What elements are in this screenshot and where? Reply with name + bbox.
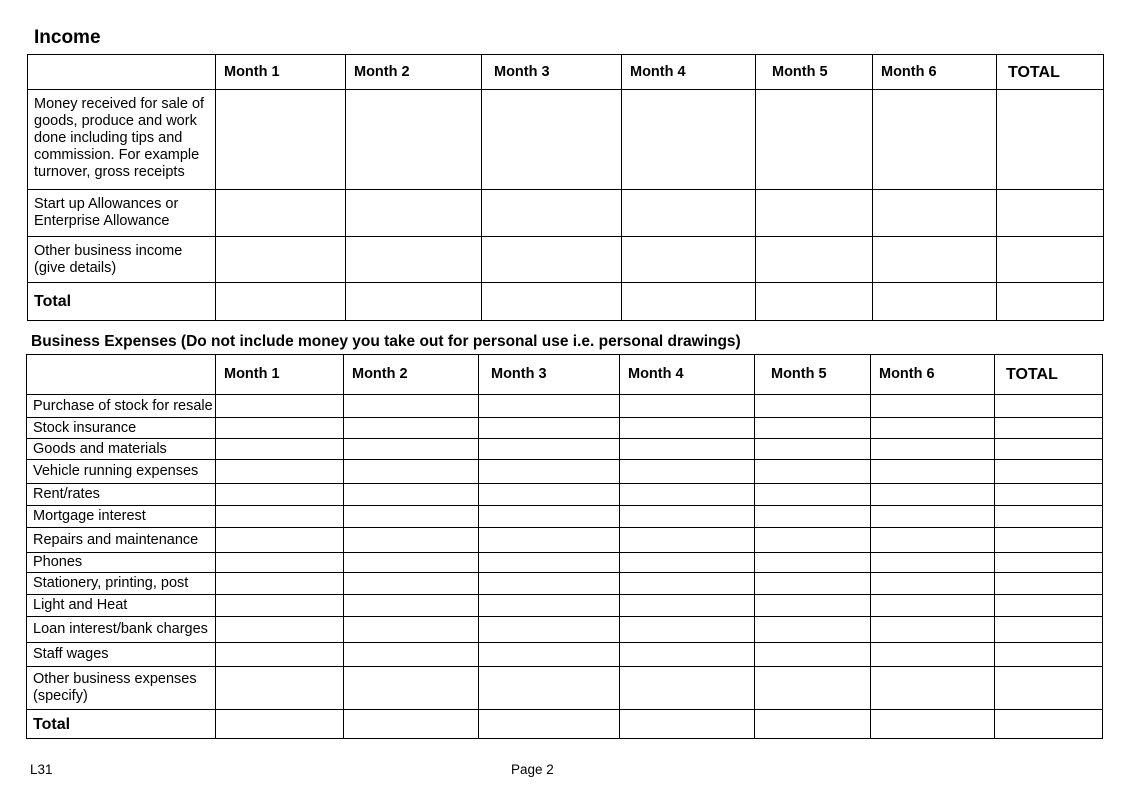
- expenses-cell[interactable]: [995, 460, 1103, 484]
- expenses-row-staff-wages: [27, 643, 1103, 667]
- expenses-cell[interactable]: [620, 460, 755, 484]
- expenses-cell[interactable]: [479, 506, 620, 528]
- expenses-row-label: Stock insurance: [27, 418, 216, 439]
- income-header-month-3: Month 3: [482, 55, 622, 90]
- expenses-cell[interactable]: [479, 595, 620, 617]
- expenses-row-label: Stationery, printing, post: [27, 573, 216, 595]
- expenses-cell[interactable]: [216, 395, 344, 418]
- expenses-cell[interactable]: [995, 617, 1103, 643]
- income-row-label: Start up Allowances or Enterprise Allowance: [28, 190, 216, 237]
- expenses-cell[interactable]: [755, 395, 871, 418]
- income-header-month-1: Month 1: [216, 55, 346, 90]
- expenses-row-label: Phones: [27, 553, 216, 573]
- income-header-month-4: Month 4: [622, 55, 756, 90]
- expenses-row-label: Purchase of stock for resale: [27, 395, 216, 418]
- expenses-header-blank: [27, 355, 216, 395]
- expenses-cell[interactable]: [755, 595, 871, 617]
- expenses-cell[interactable]: [620, 667, 755, 710]
- expenses-cell[interactable]: [479, 418, 620, 439]
- expenses-cell[interactable]: [479, 617, 620, 643]
- income-header-total: TOTAL: [997, 55, 1104, 90]
- expenses-row-label: Staff wages: [27, 643, 216, 667]
- income-header-row: [28, 55, 1104, 90]
- expenses-cell[interactable]: [216, 553, 344, 573]
- income-cell[interactable]: [216, 190, 346, 237]
- expenses-cell[interactable]: [620, 617, 755, 643]
- expenses-cell[interactable]: [479, 439, 620, 460]
- expenses-cell[interactable]: [871, 484, 995, 506]
- expenses-cell[interactable]: [479, 484, 620, 506]
- expenses-cell[interactable]: [620, 484, 755, 506]
- income-cell[interactable]: [622, 283, 756, 321]
- expenses-cell[interactable]: [620, 395, 755, 418]
- expenses-cell[interactable]: [871, 439, 995, 460]
- income-cell[interactable]: [756, 190, 873, 237]
- expenses-cell[interactable]: [620, 418, 755, 439]
- expenses-row-label: Goods and materials: [27, 439, 216, 460]
- income-cell[interactable]: [216, 283, 346, 321]
- expenses-cell[interactable]: [871, 617, 995, 643]
- expenses-cell[interactable]: [344, 528, 479, 553]
- income-cell[interactable]: [622, 90, 756, 190]
- expenses-row-stationery: [27, 573, 1103, 595]
- income-cell[interactable]: [216, 90, 346, 190]
- income-row-sales: [28, 90, 1104, 190]
- income-cell[interactable]: [622, 237, 756, 283]
- expenses-header-month-4: Month 4: [620, 355, 755, 395]
- expenses-cell[interactable]: [755, 460, 871, 484]
- income-header-blank: [28, 55, 216, 90]
- expenses-cell[interactable]: [620, 439, 755, 460]
- expenses-cell[interactable]: [216, 528, 344, 553]
- income-cell[interactable]: [997, 237, 1104, 283]
- expenses-row-label: Repairs and maintenance: [27, 528, 216, 553]
- expenses-cell[interactable]: [995, 506, 1103, 528]
- expenses-cell[interactable]: [871, 595, 995, 617]
- expenses-cell[interactable]: [344, 484, 479, 506]
- income-cell[interactable]: [997, 283, 1104, 321]
- expenses-row-phones: [27, 553, 1103, 573]
- expenses-cell[interactable]: [871, 506, 995, 528]
- income-row-other: [28, 237, 1104, 283]
- income-cell[interactable]: [873, 237, 997, 283]
- expenses-cell[interactable]: [871, 418, 995, 439]
- expenses-table: [26, 354, 1103, 739]
- income-cell[interactable]: [346, 190, 482, 237]
- expenses-cell[interactable]: [995, 528, 1103, 553]
- expenses-cell[interactable]: [755, 484, 871, 506]
- expenses-cell[interactable]: [479, 528, 620, 553]
- income-cell[interactable]: [482, 90, 622, 190]
- expenses-row-repairs: [27, 528, 1103, 553]
- expenses-cell[interactable]: [995, 395, 1103, 418]
- form-code: L31: [30, 762, 53, 777]
- expenses-cell[interactable]: [344, 667, 479, 710]
- expenses-cell[interactable]: [995, 439, 1103, 460]
- expenses-cell[interactable]: [995, 710, 1103, 739]
- income-cell[interactable]: [622, 190, 756, 237]
- expenses-total-label: Total: [27, 710, 216, 739]
- expenses-cell[interactable]: [871, 643, 995, 667]
- expenses-cell[interactable]: [871, 553, 995, 573]
- expenses-cell[interactable]: [479, 667, 620, 710]
- income-cell[interactable]: [482, 283, 622, 321]
- expenses-section-title: Business Expenses (Do not include money you take out for personal use i.e. personal drawings): [31, 333, 741, 350]
- expenses-row-mortgage: [27, 506, 1103, 528]
- expenses-header-month-3: Month 3: [479, 355, 620, 395]
- income-cell[interactable]: [346, 283, 482, 321]
- expenses-cell[interactable]: [871, 395, 995, 418]
- income-cell[interactable]: [756, 90, 873, 190]
- expenses-cell[interactable]: [995, 553, 1103, 573]
- income-cell[interactable]: [997, 90, 1104, 190]
- expenses-header-month-6: Month 6: [871, 355, 995, 395]
- income-total-label: Total: [28, 283, 216, 321]
- expenses-cell[interactable]: [216, 710, 344, 739]
- expenses-cell[interactable]: [871, 573, 995, 595]
- expenses-row-label: Vehicle running expenses: [27, 460, 216, 484]
- income-cell[interactable]: [756, 237, 873, 283]
- expenses-cell[interactable]: [216, 506, 344, 528]
- expenses-cell[interactable]: [995, 667, 1103, 710]
- expenses-cell[interactable]: [344, 595, 479, 617]
- expenses-header-month-2: Month 2: [344, 355, 479, 395]
- income-row-total: [28, 283, 1104, 321]
- expenses-row-total: [27, 710, 1103, 739]
- expenses-cell[interactable]: [216, 460, 344, 484]
- expenses-cell[interactable]: [871, 710, 995, 739]
- expenses-cell[interactable]: [620, 528, 755, 553]
- expenses-row-label: Rent/rates: [27, 484, 216, 506]
- expenses-row-label: Loan interest/bank charges: [27, 617, 216, 643]
- expenses-row-stock-insurance: [27, 418, 1103, 439]
- expenses-cell[interactable]: [344, 460, 479, 484]
- expenses-cell[interactable]: [871, 667, 995, 710]
- expenses-cell[interactable]: [344, 439, 479, 460]
- expenses-cell[interactable]: [216, 617, 344, 643]
- expenses-cell[interactable]: [216, 418, 344, 439]
- income-section-title: Income: [34, 27, 101, 48]
- expenses-cell[interactable]: [479, 395, 620, 418]
- expenses-cell[interactable]: [479, 710, 620, 739]
- expenses-cell[interactable]: [479, 643, 620, 667]
- expenses-cell[interactable]: [755, 617, 871, 643]
- expenses-cell[interactable]: [620, 595, 755, 617]
- income-row-allowances: [28, 190, 1104, 237]
- expenses-cell[interactable]: [755, 573, 871, 595]
- expenses-cell[interactable]: [479, 573, 620, 595]
- expenses-cell[interactable]: [755, 506, 871, 528]
- page-number: Page 2: [511, 762, 554, 777]
- expenses-cell[interactable]: [755, 439, 871, 460]
- expenses-cell[interactable]: [755, 667, 871, 710]
- expenses-cell[interactable]: [755, 528, 871, 553]
- expenses-cell[interactable]: [216, 484, 344, 506]
- expenses-cell[interactable]: [216, 667, 344, 710]
- expenses-row-light-heat: [27, 595, 1103, 617]
- expenses-cell[interactable]: [344, 395, 479, 418]
- expenses-cell[interactable]: [755, 710, 871, 739]
- income-cell[interactable]: [216, 237, 346, 283]
- expenses-cell[interactable]: [755, 553, 871, 573]
- expenses-cell[interactable]: [216, 573, 344, 595]
- income-header-month-6: Month 6: [873, 55, 997, 90]
- expenses-cell[interactable]: [344, 553, 479, 573]
- expenses-cell[interactable]: [216, 643, 344, 667]
- expenses-cell[interactable]: [344, 643, 479, 667]
- income-cell[interactable]: [756, 283, 873, 321]
- expenses-cell[interactable]: [620, 643, 755, 667]
- income-header-month-2: Month 2: [346, 55, 482, 90]
- income-cell[interactable]: [873, 283, 997, 321]
- expenses-cell[interactable]: [871, 460, 995, 484]
- expenses-row-loan-interest: [27, 617, 1103, 643]
- expenses-cell[interactable]: [620, 573, 755, 595]
- expenses-cell[interactable]: [344, 617, 479, 643]
- expenses-row-rent: [27, 484, 1103, 506]
- expenses-cell[interactable]: [995, 484, 1103, 506]
- income-row-label: Money received for sale of goods, produce and work done including tips and commission. For example turnover, gross receipts: [28, 90, 216, 190]
- expenses-row-stock-purchase: [27, 395, 1103, 418]
- income-cell[interactable]: [997, 190, 1104, 237]
- expenses-cell[interactable]: [344, 506, 479, 528]
- expenses-row-label: Other business expenses (specify): [27, 667, 216, 710]
- expenses-row-goods: [27, 439, 1103, 460]
- expenses-row-label: Light and Heat: [27, 595, 216, 617]
- income-cell[interactable]: [873, 90, 997, 190]
- expenses-cell[interactable]: [344, 710, 479, 739]
- expenses-cell[interactable]: [479, 460, 620, 484]
- expenses-cell[interactable]: [216, 439, 344, 460]
- expenses-header-total: TOTAL: [995, 355, 1103, 395]
- expenses-cell[interactable]: [620, 506, 755, 528]
- expenses-row-other: [27, 667, 1103, 710]
- expenses-row-vehicle: [27, 460, 1103, 484]
- expenses-cell[interactable]: [620, 553, 755, 573]
- expenses-cell[interactable]: [479, 553, 620, 573]
- expenses-header-row: [27, 355, 1103, 395]
- expenses-cell[interactable]: [755, 643, 871, 667]
- income-cell[interactable]: [873, 190, 997, 237]
- income-table: [27, 54, 1104, 321]
- income-cell[interactable]: [482, 190, 622, 237]
- expenses-cell[interactable]: [995, 573, 1103, 595]
- income-header-month-5: Month 5: [756, 55, 873, 90]
- expenses-cell[interactable]: [216, 595, 344, 617]
- expenses-row-label: Mortgage interest: [27, 506, 216, 528]
- expenses-cell[interactable]: [871, 528, 995, 553]
- expenses-cell[interactable]: [755, 418, 871, 439]
- expenses-cell[interactable]: [995, 595, 1103, 617]
- income-cell[interactable]: [346, 90, 482, 190]
- income-cell[interactable]: [346, 237, 482, 283]
- expenses-cell[interactable]: [995, 643, 1103, 667]
- expenses-cell[interactable]: [344, 573, 479, 595]
- expenses-cell[interactable]: [620, 710, 755, 739]
- expenses-cell[interactable]: [995, 418, 1103, 439]
- expenses-header-month-5: Month 5: [755, 355, 871, 395]
- expenses-cell[interactable]: [344, 418, 479, 439]
- expenses-header-month-1: Month 1: [216, 355, 344, 395]
- income-row-label: Other business income (give details): [28, 237, 216, 283]
- income-cell[interactable]: [482, 237, 622, 283]
